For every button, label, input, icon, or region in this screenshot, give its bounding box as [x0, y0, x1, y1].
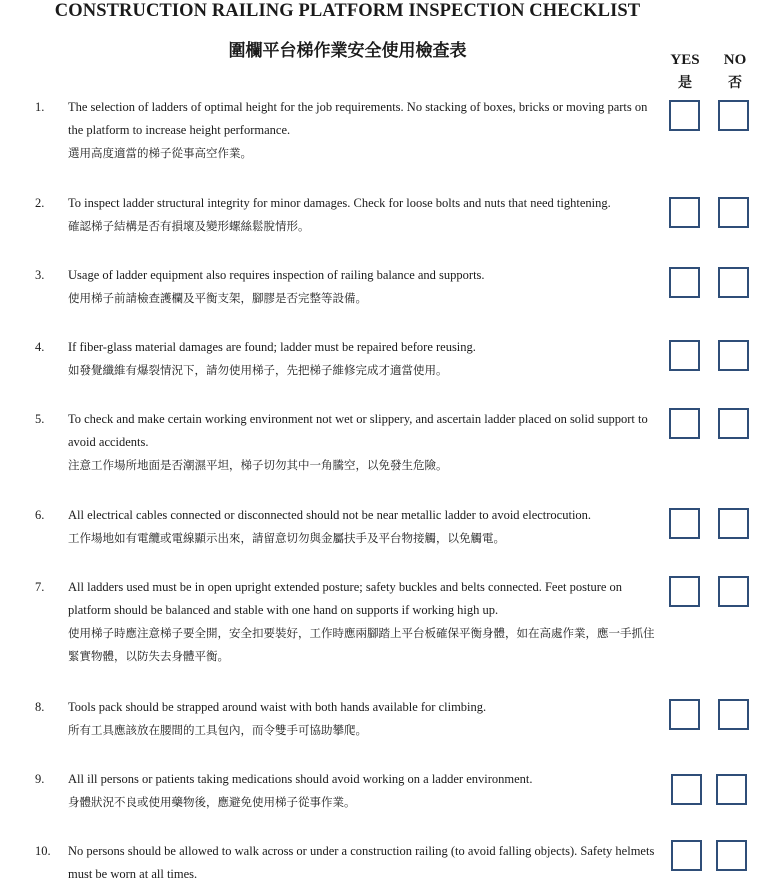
item-number: 10.	[35, 844, 51, 858]
yes-checkbox[interactable]	[671, 840, 702, 871]
no-checkbox[interactable]	[718, 508, 749, 539]
no-checkbox[interactable]	[718, 267, 749, 298]
yes-checkbox[interactable]	[669, 197, 700, 228]
yes-checkbox[interactable]	[669, 267, 700, 298]
page-title: CONSTRUCTION RAILING PLATFORM INSPECTION CHECKLIST	[54, 1, 641, 21]
yes-checkbox[interactable]	[669, 408, 700, 439]
item-text-en: All electrical cables connected or disconnected should not be near metallic ladder to avoid electrocution.	[68, 508, 592, 522]
item-number: 9.	[35, 772, 45, 786]
item-number: 8.	[35, 700, 45, 714]
item-number: 1.	[35, 100, 45, 114]
yes-checkbox[interactable]	[669, 340, 700, 371]
item-text-zh: 使用梯子前請檢查護欄及平衡支架，腳膠是否完整等設備。	[68, 291, 367, 305]
item-text-en: The selection of ladders of optimal height for the job requirements. No stacking of boxes, bricks or moving parts on the platform to increase height performance.	[68, 100, 648, 137]
yes-label-zh: 是	[678, 75, 692, 91]
item-text-zh: 所有工具應該放在腰間的工具包內，而令雙手可協助攀爬。	[68, 723, 367, 737]
no-label-zh: 否	[728, 75, 742, 91]
item-text-en: Usage of ladder equipment also requires inspection of railing balance and supports.	[68, 268, 485, 282]
item-number: 6.	[35, 508, 45, 522]
item-number: 7.	[35, 580, 45, 594]
item-text-zh: 使用梯子時應注意梯子要全開，安全扣要裝好，工作時應兩腳踏上平台板確保平衡身體，如在高處作業，應一手抓住緊實物體，以防失去身體平衡。	[68, 626, 655, 663]
yes-label: YES	[670, 52, 700, 68]
item-text-en: If fiber-glass material damages are found; ladder must be repaired before reusing.	[68, 340, 476, 354]
no-checkbox[interactable]	[718, 340, 749, 371]
item-number: 2.	[35, 196, 45, 210]
yes-checkbox[interactable]	[669, 508, 700, 539]
item-text-zh: 注意工作場所地面是否潮濕平坦，梯子切勿其中一角騰空，以免發生危險。	[68, 458, 448, 472]
yes-column-header	[665, 52, 705, 92]
item-text-zh: 如發覺纖維有爆裂情況下，請勿使用梯子，先把梯子維修完成才適當使用。	[68, 363, 448, 377]
yes-checkbox[interactable]	[669, 100, 700, 131]
no-checkbox[interactable]	[718, 408, 749, 439]
item-text-en: All ill persons or patients taking medications should avoid working on a ladder environment.	[68, 772, 533, 786]
no-checkbox[interactable]	[718, 576, 749, 607]
item-number: 5.	[35, 412, 45, 426]
no-checkbox[interactable]	[718, 197, 749, 228]
item-text-en: To check and make certain working environment not wet or slippery, and ascertain ladder placed on solid support to avoid accidents.	[68, 412, 648, 449]
item-number: 3.	[35, 268, 45, 282]
item-text-zh: 工作場地如有電纜或電線顯示出來，請留意切勿與金屬扶手及平台物接觸，以免觸電。	[68, 531, 505, 545]
yes-checkbox[interactable]	[671, 774, 702, 805]
page-subtitle: 圍欄平台梯作業安全使用檢查表	[228, 41, 467, 61]
no-checkbox[interactable]	[716, 774, 747, 805]
item-text-en: No persons should be allowed to walk across or under a construction railing (to avoid falling objects). Safety helmets must be worn at all times.	[68, 844, 655, 881]
item-text-zh: 確認梯子結構是否有損壞及變形螺絲鬆脫情形。	[68, 219, 310, 233]
yes-checkbox[interactable]	[669, 699, 700, 730]
item-text-en: To inspect ladder structural integrity for minor damages. Check for loose bolts and nuts that need tightening.	[68, 196, 611, 210]
yes-checkbox[interactable]	[669, 576, 700, 607]
no-checkbox[interactable]	[716, 840, 747, 871]
item-text-zh: 選用高度適當的梯子從事高空作業。	[68, 146, 252, 160]
no-checkbox[interactable]	[718, 100, 749, 131]
item-text-en: All ladders used must be in open upright extended posture; safety buckles and belts connected. Feet posture on platform should be balanced and stable with one hand on supports if working high up.	[68, 580, 623, 617]
item-number: 4.	[35, 340, 45, 354]
item-text-en: Tools pack should be strapped around waist with both hands available for climbing.	[68, 700, 487, 714]
no-checkbox[interactable]	[718, 699, 749, 730]
item-text-zh: 身體狀況不良或使用藥物後，應避免使用梯子從事作業。	[68, 795, 356, 809]
no-column-header	[715, 52, 755, 92]
no-label: NO	[723, 52, 747, 68]
